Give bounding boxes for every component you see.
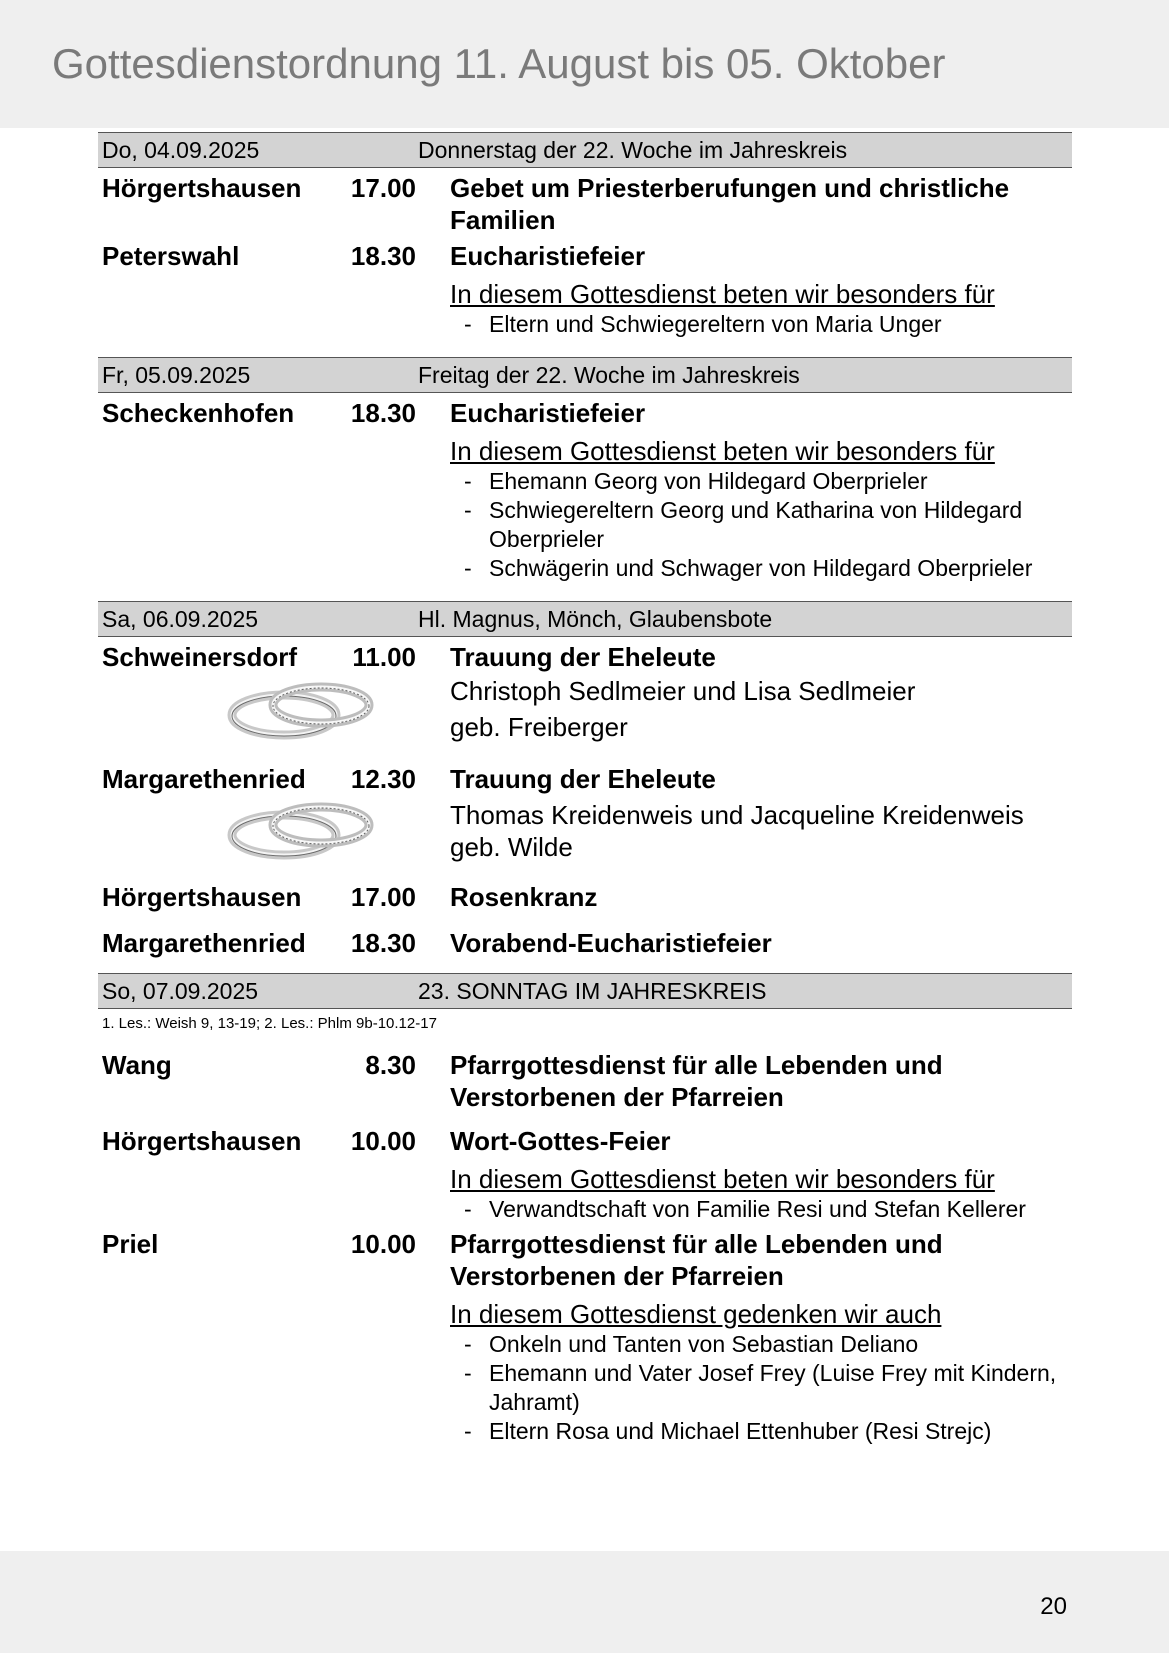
service-entry xyxy=(98,1228,1072,1446)
entry-place: Hörgertshausen xyxy=(102,1126,302,1156)
service-entry xyxy=(98,172,1072,236)
entry-place: Schweinersdorf xyxy=(102,642,298,672)
entry-service: Wort-Gottes-Feier xyxy=(450,1126,671,1156)
couple-birthname: geb. Freiberger xyxy=(450,712,628,742)
page-number: 20 xyxy=(1040,1593,1067,1620)
entry-place: Hörgertshausen xyxy=(102,882,302,912)
entry-service: Pfarrgottesdienst für alle Lebenden und Verstorbenen der Pfarreien xyxy=(450,1050,943,1112)
intention-item: - Onkeln und Tanten von Sebastian Deliano xyxy=(450,1330,1072,1359)
intention-item: - Schwiegereltern Georg und Katharina von Hildegard Oberprieler xyxy=(450,496,1072,554)
entry-service: Pfarrgottesdienst für alle Lebenden und Verstorbenen der Pfarreien xyxy=(450,1229,943,1291)
day-date: So, 07.09.2025 xyxy=(102,978,259,1004)
schedule xyxy=(98,132,1072,1446)
entry-service: Rosenkranz xyxy=(450,882,598,912)
service-entry xyxy=(98,397,1072,583)
entry-place: Scheckenhofen xyxy=(102,398,295,428)
intention-item: - Ehemann Georg von Hildegard Oberprieler xyxy=(450,467,1072,496)
day-header xyxy=(98,601,1072,637)
intention-heading: In diesem Gottesdienst gedenken wir auch xyxy=(450,1299,942,1329)
service-entry xyxy=(98,763,1072,873)
page-header xyxy=(0,0,1169,128)
entry-service: Eucharistiefeier xyxy=(450,241,646,271)
intention-list xyxy=(450,1330,1072,1446)
day-feast: 23. SONNTAG IM JAHRESKREIS xyxy=(418,978,767,1004)
entry-service: Vorabend-Eucharistiefeier xyxy=(450,928,772,958)
day-date: Sa, 06.09.2025 xyxy=(102,606,259,632)
intention-list xyxy=(450,467,1072,583)
page-title: Gottesdienstordnung 11. August bis 05. Oktober xyxy=(52,40,946,87)
day-feast: Hl. Magnus, Mönch, Glaubensbote xyxy=(418,606,773,632)
wedding-rings-icon xyxy=(226,797,376,867)
intention-list xyxy=(450,310,1072,339)
day-feast: Donnerstag der 22. Woche im Jahreskreis xyxy=(418,137,848,163)
entry-service: Eucharistiefeier xyxy=(450,398,646,428)
page-footer xyxy=(0,1551,1169,1653)
intention-heading: In diesem Gottesdienst beten wir besonders für xyxy=(450,279,995,309)
entry-time: 10.00 xyxy=(350,1229,416,1259)
intention-list xyxy=(450,1195,1072,1224)
intention-heading: In diesem Gottesdienst beten wir besonders für xyxy=(450,1164,995,1194)
entry-time: 10.00 xyxy=(350,1126,416,1156)
intention-item: - Ehemann und Vater Josef Frey (Luise Frey mit Kindern, Jahramt) xyxy=(450,1359,1072,1417)
entry-place: Margarethenried xyxy=(102,928,306,958)
day-feast: Freitag der 22. Woche im Jahreskreis xyxy=(418,362,800,388)
couple-birthname: geb. Wilde xyxy=(450,832,573,862)
entry-place: Margarethenried xyxy=(102,764,306,794)
service-entry xyxy=(98,641,1072,761)
entry-place: Wang xyxy=(102,1050,172,1080)
entry-time: 11.00 xyxy=(352,642,416,672)
entry-service: Trauung der Eheleute xyxy=(450,764,716,794)
entry-service: Trauung der Eheleute xyxy=(450,642,716,672)
entry-time: 18.30 xyxy=(350,928,416,958)
intention-heading: In diesem Gottesdienst beten wir besonders für xyxy=(450,436,995,466)
intention-item: - Schwägerin und Schwager von Hildegard Oberprieler xyxy=(450,554,1072,583)
entry-time: 12.30 xyxy=(350,764,416,794)
service-entry xyxy=(98,1125,1072,1224)
wedding-rings-icon xyxy=(226,677,376,747)
intention-item: - Eltern und Schwiegereltern von Maria Unger xyxy=(450,310,1072,339)
entry-service: Gebet um Priesterberufungen und christliche Familien xyxy=(450,173,1010,235)
day-date: Do, 04.09.2025 xyxy=(102,137,260,163)
entry-time: 18.30 xyxy=(350,241,416,271)
entry-time: 18.30 xyxy=(350,398,416,428)
scripture-readings: 1. Les.: Weish 9, 13-19; 2. Les.: Phlm 9b-10.12-17 xyxy=(102,1015,437,1032)
entry-time: 17.00 xyxy=(350,173,416,203)
intention-item: - Verwandtschaft von Familie Resi und Stefan Kellerer xyxy=(450,1195,1072,1224)
couple-names: Thomas Kreidenweis und Jacqueline Kreidenweis xyxy=(450,800,1024,830)
service-entry xyxy=(98,1049,1072,1113)
entry-place: Peterswahl xyxy=(102,241,240,271)
intention-item: - Eltern Rosa und Michael Ettenhuber (Resi Strejc) xyxy=(450,1417,1072,1446)
service-entry xyxy=(98,927,1072,959)
day-header xyxy=(98,357,1072,393)
service-entry xyxy=(98,240,1072,339)
entry-place: Priel xyxy=(102,1229,159,1259)
couple-names: Christoph Sedlmeier und Lisa Sedlmeier xyxy=(450,676,916,706)
service-entry xyxy=(98,881,1072,913)
day-header xyxy=(98,973,1072,1009)
entry-time: 8.30 xyxy=(365,1050,416,1080)
entry-place: Hörgertshausen xyxy=(102,173,302,203)
day-header xyxy=(98,132,1072,168)
day-date: Fr, 05.09.2025 xyxy=(102,362,251,388)
entry-time: 17.00 xyxy=(350,882,416,912)
